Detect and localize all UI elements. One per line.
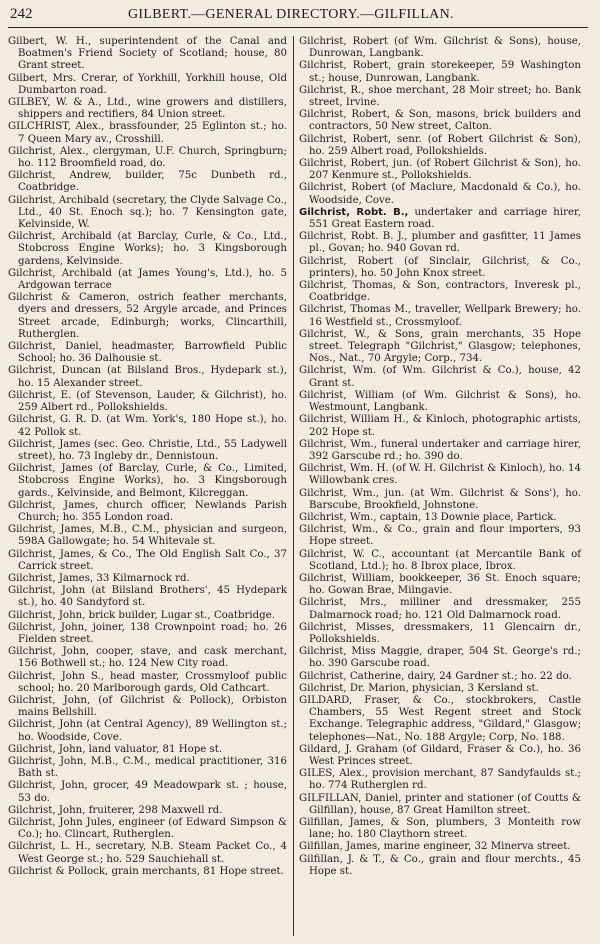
directory-entry: Gilchrist, John, land valuator, 81 Hope st. <box>8 743 223 755</box>
directory-entry: Gilchrist, James (sec. Geo. Christie, Ltd., 55 Ladywell street), ho. 73 Ingleby dr., Dennistoun. <box>8 438 287 462</box>
right-column <box>299 36 581 878</box>
directory-entry: Gilfillan, James, marine engineer, 32 Minerva street. <box>299 841 571 853</box>
directory-entry: GILES, Alex., provision merchant, 87 Sandyfaulds st.; ho. 774 Rutherglen rd. <box>299 768 581 792</box>
directory-entry: Gilchrist, Robert, grain storekeeper, 59 Washington st.; house, Dunrowan, Langbank. <box>299 60 581 84</box>
page-number: 242 <box>10 6 33 22</box>
directory-entry: Gilchrist, Robert (of Wm. Gilchrist & Sons), house, Dunrowan, Langbank. <box>299 36 581 60</box>
directory-entry: Gilchrist, James, 33 Kilmarnock rd. <box>8 572 190 584</box>
directory-entry: Gilchrist, Mrs., milliner and dressmaker, 255 Dalmarnock road; ho. 121 Old Dalmarnock road. <box>299 597 581 621</box>
right-column-part-a <box>299 36 581 207</box>
directory-entry: Gilchrist, Thomas, & Son, contractors, Inveresk pl., Coatbridge. <box>299 280 581 304</box>
directory-entry: Gilchrist, John, (of Gilchrist & Pollock), Orbiston mains Bellshill. <box>8 694 287 719</box>
directory-entry: Gilchrist, James, church officer, Newlands Parish Church; ho. 355 London road. <box>8 499 287 523</box>
directory-entry: Gilchrist, Robert (of Maclure, Macdonald & Co.), ho. Woodside, Cove. <box>299 182 581 206</box>
directory-entry: Gilchrist, John (at Bilsland Brothers', 45 Hydepark st.), ho. 40 Sandyford st. <box>8 585 287 609</box>
directory-entry: Gilchrist, Wm., & Co., grain and flour importers, 93 Hope street. <box>299 524 581 548</box>
bold-entry-rest: undertaker and carriage hirer, 551 Great Eastern road. <box>309 206 581 231</box>
directory-entry: Gilchrist, Archibald (secretary, the Clyde Salvage Co., Ltd., 40 St. Enoch sq.); ho. 7 Kensington gate, Kelvinside, W. <box>8 194 287 231</box>
directory-entry: Gilchrist, John, brick builder, Lugar st., Coatbridge. <box>8 609 275 621</box>
directory-entry: Gilchrist, Archibald (at James Young's, Ltd.), ho. 5 Ardgowan terrace <box>8 267 287 292</box>
directory-entry: Gilchrist, Wm. H. (of W. H. Gilchrist & Kinloch), ho. 14 Willowbank cres. <box>299 463 581 487</box>
directory-entry: Gilchrist, John, fruiterer, 298 Maxwell rd. <box>8 804 223 816</box>
directory-entry: Gilchrist & Pollock, grain merchants, 81 Hope street. <box>8 865 284 877</box>
directory-entry: Gilchrist, Wm., jun. (at Wm. Gilchrist & Sons'), ho. Barscube, Brookfield, Johnstone. <box>299 487 581 511</box>
directory-entry: Gilchrist, John, M.B., C.M., medical practitioner, 316 Bath st. <box>8 755 287 780</box>
directory-entry: GILFILLAN, Daniel, printer and stationer (of Coutts & Gilfillan), house, 87 Great Hamilton street. <box>299 792 581 816</box>
right-column-part-b <box>299 231 581 878</box>
directory-entry: Gilchrist, Duncan (at Bilsland Bros., Hydepark st.), ho. 15 Alexander street. <box>8 365 287 389</box>
directory-entry: Gilchrist & Cameron, ostrich feather merchants, dyers and dressers, 52 Argyle arcade, and Princes Street arcade, Edinburgh; works, Clincarthill, Rutherglen. <box>8 292 287 340</box>
directory-entry: Gilchrist, Robert (of Sinclair, Gilchrist, & Co., printers), ho. 50 John Knox street. <box>299 255 581 279</box>
directory-entry: Gilchrist, Dr. Marion, physician, 3 Kersland st. <box>299 682 539 694</box>
header-rule <box>8 27 588 28</box>
directory-entry: Gilbert, W. H., superintendent of the Canal and Boatmen's Friend Society of Scotland; house, 80 Grant street. <box>8 36 287 72</box>
directory-entry: Gilchrist, Miss Maggie, draper, 504 St. George's rd.; ho. 390 Garscube road. <box>299 646 581 670</box>
directory-entry: Gilchrist, John, grocer, 49 Meadowpark st. ; house, 53 do. <box>8 780 287 804</box>
directory-entry: GILCHRIST, Alex., brassfounder, 25 Eglinton st.; ho. 7 Queen Mary av., Crosshill. <box>8 121 287 145</box>
directory-entry: Gilchrist, E. (of Stevenson, Lauder, & Gilchrist), ho. 259 Albert rd., Pollokshields. <box>8 389 287 414</box>
directory-entry: Gilchrist, Robt. B. J., plumber and gasfitter, 11 James pl., Govan; ho. 940 Govan rd. <box>299 231 581 255</box>
directory-entry: Gilchrist, Robert, & Son, masons, brick builders and contractors, 50 New street, Calton. <box>299 109 581 133</box>
directory-entry: Gilchrist, Misses, dressmakers, 11 Glencairn dr., Pollokshields. <box>299 621 581 645</box>
column-rule <box>293 36 294 936</box>
page-title: GILBERT.—GENERAL DIRECTORY.—GILFILLAN. <box>128 7 454 22</box>
directory-entry: Gilchrist, Wm. (of Wm. Gilchrist & Co.), house, 42 Grant st. <box>299 365 581 389</box>
directory-entry: Gilchrist, James, & Co., The Old English Salt Co., 37 Carrick street. <box>8 548 287 572</box>
directory-entry: Gilchrist, Andrew, builder, 75c Dunbeth rd., Coatbridge. <box>8 170 287 194</box>
directory-entry: Gilchrist, William, bookkeeper, 36 St. Enoch square; ho. Gowan Brae, Milngavie. <box>299 572 581 597</box>
directory-entry: Gilchrist, James, M.B., C.M., physician and surgeon, 598A Gallowgate; ho. 54 Whitevale st. <box>8 524 287 548</box>
directory-entry: Gilchrist, Robert, senr. (of Robert Gilchrist & Son), ho. 259 Albert road, Pollokshields. <box>299 133 581 157</box>
directory-entry: Gildard, J. Graham (of Gildard, Fraser & Co.), ho. 36 West Princes street. <box>299 743 581 767</box>
directory-entry: Gilchrist, R., shoe merchant, 28 Moir street; ho. Bank street, Irvine. <box>299 84 581 109</box>
directory-entry: Gilchrist, Archibald (at Barclay, Curle, & Co., Ltd., Stobcross Engine Works); ho. 3 Kingsborough gardens, Kelvinside. <box>8 231 287 267</box>
directory-entry: Gilchrist, L. H., secretary, N.B. Steam Packet Co., 4 West George st.; ho. 529 Sauchiehall st. <box>8 841 287 865</box>
directory-entry: Gilchrist, John, cooper, stave, and cask merchant, 156 Bothwell st.; ho. 124 New City road. <box>8 646 287 670</box>
directory-entry: Gilchrist, Wm., funeral undertaker and carriage hirer, 392 Garscube rd.; ho. 390 do. <box>299 438 581 462</box>
directory-entry: Gilchrist, Wm., captain, 13 Downie place, Partick. <box>299 511 557 523</box>
running-head <box>10 4 595 28</box>
directory-entry: Gilchrist, Thomas M., traveller, Wellpark Brewery; ho. 16 Westfield st., Crossmyloof. <box>299 304 581 328</box>
directory-entry: Gilfillan, J. & T., & Co., grain and flour merchts., 45 Hope st. <box>299 853 581 877</box>
directory-entry: Gilchrist, Alex., clergyman, U.F. Church, Springburn; ho. 112 Broomfield road, do. <box>8 145 287 170</box>
directory-entry: Gilchrist, John Jules, engineer (of Edward Simpson & Co.); ho. Clincart, Rutherglen. <box>8 817 287 841</box>
directory-entry: Gilchrist, G. R. D. (at Wm. York's, 180 Hope st.), ho. 42 Pollok st. <box>8 414 287 438</box>
directory-entry: Gilchrist, Daniel, headmaster, Barrowfield Public School; ho. 36 Dalhousie st. <box>8 341 287 365</box>
directory-entry: Gilchrist, Robert, jun. (of Robert Gilchrist & Son), ho. 207 Kenmure st., Pollokshields. <box>299 158 581 182</box>
directory-entry: Gilchrist, W. C., accountant (at Mercantile Bank of Scotland, Ltd.); ho. 8 Ibrox place, Ibrox. <box>299 548 581 572</box>
directory-entry: Gilchrist, John S., head master, Crossmyloof public school; ho. 20 Marlborough gards, Old Cathcart. <box>8 670 287 694</box>
directory-entry: Gilchrist, William H., & Kinloch, photographic artists, 202 Hope st. <box>299 414 581 438</box>
bold-entry-name: Gilchrist, Robt. B., <box>299 206 409 218</box>
directory-entry: Gilfillan, James, & Son, plumbers, 3 Monteith row lane; ho. 180 Claythorn street. <box>299 817 581 841</box>
directory-entry: Gilchrist, W., & Sons, grain merchants, 35 Hope street. Telegraph "Gilchrist," Glasgow; telephones, Nos., Nat., 70 Argyle; Corp., 734. <box>299 328 581 365</box>
directory-entry: Gilchrist, Catherine, dairy, 24 Gardner st.; ho. 22 do. <box>299 670 572 682</box>
directory-entry: Gilchrist, James (of Barclay, Curle, & Co., Limited, Stobcross Engine Works), ho. 3 Kingsborough gards., Kelvinside, and Belmont, Kilcreggan. <box>8 463 287 499</box>
left-column <box>8 36 287 878</box>
directory-entry: Gilchrist, John (at Central Agency), 89 Wellington st.; ho. Woodside, Cove. <box>8 719 287 743</box>
directory-entry: Gilchrist, William (of Wm. Gilchrist & Sons), ho. Westmount, Langbank. <box>299 389 581 414</box>
directory-entry: GILBEY, W. & A., Ltd., wine growers and distillers, shippers and rectifiers, 84 Union street. <box>8 97 287 121</box>
directory-entry: Gilchrist, John, joiner, 138 Crownpoint road; ho. 26 Fielden street. <box>8 621 287 645</box>
directory-entry: GILDARD, Fraser, & Co., stockbrokers, Castle Chambers, 55 West Regent street and Stock Exchange. Telegraphic address, "Gildard," Glasgow; telephones—Nat., No. 188 Argyle; Corp, No. 188. <box>299 694 581 743</box>
directory-entry: Gilbert, Mrs. Crerar, of Yorkhill, Yorkhill house, Old Dumbarton road. <box>8 72 287 96</box>
directory-entry-bold <box>299 207 581 231</box>
